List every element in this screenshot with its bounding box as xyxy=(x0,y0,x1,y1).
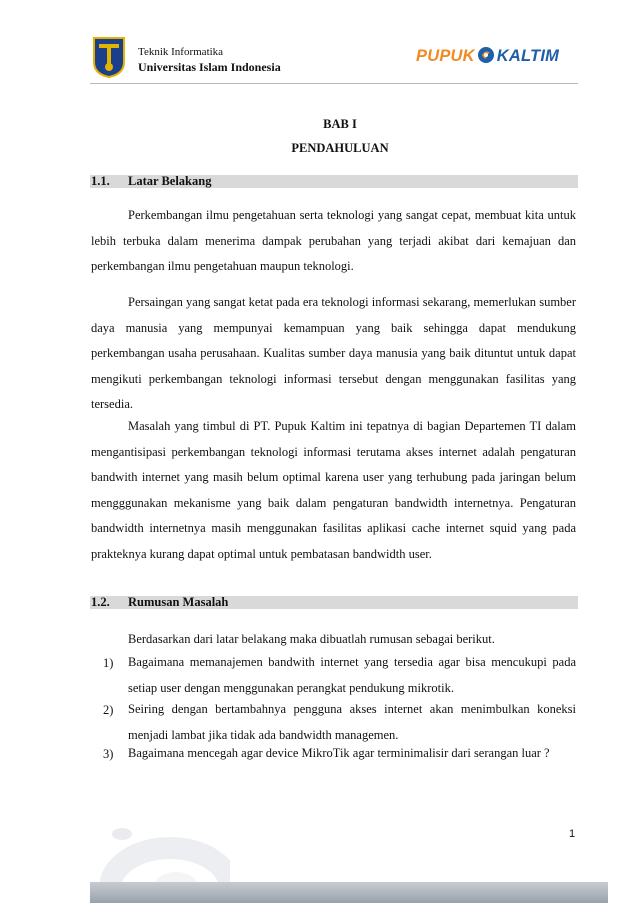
chapter-title: PENDAHULUAN xyxy=(291,141,389,155)
paragraph: Masalah yang timbul di PT. Pupuk Kaltim ini tepatnya di bagian Departemen TI dalam mengantisipasi perkembangan teknologi informasi terutama akses internet adalah pengaturan bandwith internet yang masih belum optimal karena user yang terhubung pada jaringan belum mengggunakan mekanisme yang baik dalam pengaturan bandwidth internetnya. Pengaturan bandwidth internetnya masih menggunakan fasilitas aplikasi cache internet squid yang pada prakteknya kurang dapat optimal untuk pembatasan bandwidth user. xyxy=(91,419,576,561)
header-divider xyxy=(90,83,578,84)
header-university: Universitas Islam Indonesia xyxy=(138,60,281,74)
uii-logo xyxy=(92,36,126,78)
list-item-number: 2) xyxy=(103,703,114,717)
section-title: Rumusan Masalah xyxy=(128,595,229,609)
list-item-number: 1) xyxy=(103,656,114,670)
paragraph: Persaingan yang sangat ketat pada era teknologi informasi sekarang, memerlukan sumber daya manusia yang mempunyai kemampuan yang baik sehingga dapat mendukung perkembangan usaha perusahaan. Kualitas sumber daya manusia yang baik dituntut untuk dapat mengikuti perkembangan teknologi informasi tersebut dengan menggunakan fasilitas yang tersedia. xyxy=(91,295,576,411)
footer-bar xyxy=(90,882,608,903)
section-number: 1.2. xyxy=(91,595,110,609)
pupuk-kaltim-emblem-icon xyxy=(477,46,495,64)
chapter-label: BAB I xyxy=(323,117,357,131)
list-item: Seiring dengan bertambahnya pengguna akses internet akan menimbulkan koneksi menjadi lambat jika tidak ada bandwidth managemen. xyxy=(128,702,576,742)
list-intro: Berdasarkan dari latar belakang maka dibuatlah rumusan sebagai berikut. xyxy=(128,632,495,646)
section-number: 1.1. xyxy=(91,174,110,188)
list-item-number: 3) xyxy=(103,747,114,761)
section-title: Latar Belakang xyxy=(128,174,212,188)
pupuk-kaltim-logo xyxy=(416,46,559,66)
header-department: Teknik Informatika xyxy=(138,46,224,58)
paragraph: Perkembangan ilmu pengetahuan serta teknologi yang sangat cepat, membuat kita untuk lebih terbuka dalam menerima dampak perubahan yang terjadi akibat dari kemajuan dan perkembangan ilmu pengetahuan maupun teknologi. xyxy=(91,208,576,273)
list-item: Bagaimana mencegah agar device MikroTik agar terminimalisir dari serangan luar ? xyxy=(128,746,550,760)
list-item: Bagaimana memanajemen bandwith internet yang tersedia agar bisa mencukupi pada setiap user dengan menggunakan perangkat pendukung mikrotik. xyxy=(128,655,576,695)
page-number: 1 xyxy=(569,828,576,840)
brand-left-text: PUPUK xyxy=(416,47,475,65)
brand-right-text: KALTIM xyxy=(496,47,560,65)
